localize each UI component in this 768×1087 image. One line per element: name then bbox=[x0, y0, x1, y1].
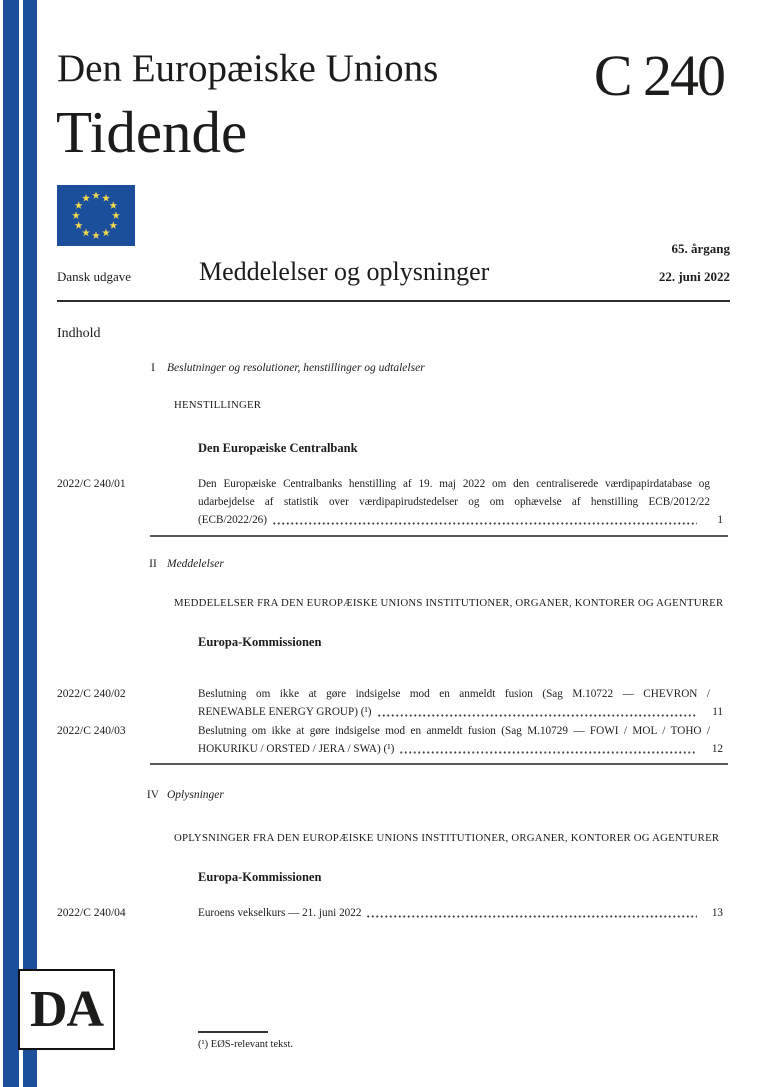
entry-description bbox=[198, 475, 730, 529]
org-heading: Den Europæiske Centralbank bbox=[198, 441, 358, 455]
contents-label: Indhold bbox=[57, 326, 101, 341]
org-heading: Europa-Kommissionen bbox=[198, 635, 322, 649]
issue-date: 22. juni 2022 bbox=[658, 269, 730, 284]
journal-title-line1: Den Europæiske Unions bbox=[57, 47, 439, 90]
language-code-box bbox=[18, 969, 115, 1050]
entry-text-line: HOKURIKU / ORSTED / JERA / SWA) (¹) bbox=[198, 743, 395, 755]
header-rule bbox=[57, 300, 730, 302]
section-title: Beslutninger og resolutioner, henstillinger og udtalelser bbox=[167, 362, 425, 374]
section-title: Oplysninger bbox=[167, 789, 224, 801]
dot-leader bbox=[399, 740, 697, 758]
edition-label: Dansk udgave bbox=[57, 269, 132, 284]
entry-page-number: 12 bbox=[711, 743, 723, 755]
footnote-text: EØS-relevant tekst. bbox=[210, 1039, 294, 1050]
entry-last-line bbox=[198, 740, 730, 758]
entry-last-line bbox=[198, 904, 730, 922]
entry-ref: 2022/C 240/02 bbox=[57, 688, 126, 700]
section-numeral: II bbox=[149, 558, 157, 570]
entry-text-line: Den Europæiske Centralbanks henstilling af 19. maj 2022 om den centraliserede værdipapirdatabase og bbox=[198, 478, 710, 490]
subsection-heading: MEDDELELSER FRA DEN EUROPÆISKE UNIONS INSTITUTIONER, ORGANER, KONTORER OG AGENTURER bbox=[174, 597, 724, 609]
subsection-heading: HENSTILLINGER bbox=[174, 399, 262, 411]
entry-ref: 2022/C 240/04 bbox=[57, 907, 126, 919]
entry-last-line bbox=[198, 511, 730, 529]
entry-text-line: (ECB/2022/26) bbox=[198, 514, 267, 526]
section-row-2 bbox=[0, 558, 730, 576]
footnote-marker: (¹) bbox=[198, 1039, 209, 1050]
dot-leader bbox=[272, 511, 697, 529]
section-title: Meddelelser bbox=[167, 558, 224, 570]
entry-description bbox=[198, 685, 730, 721]
entry-text-line: Beslutning om ikke at gøre indsigelse mod en anmeldt fusion (Sag M.10729 — FOWI / MOL / TOHO / bbox=[198, 725, 710, 737]
section-divider bbox=[150, 535, 728, 537]
entry-text-line: Beslutning om ikke at gøre indsigelse mod en anmeldt fusion (Sag M.10722 — CHEVRON / bbox=[198, 688, 710, 700]
footnote bbox=[198, 1039, 293, 1050]
left-accent-bar-inner bbox=[23, 0, 37, 1087]
entry-ref: 2022/C 240/03 bbox=[57, 725, 126, 737]
journal-title-line2: Tidende bbox=[56, 99, 248, 165]
entry-page-number: 1 bbox=[717, 514, 723, 526]
journal-subtitle: Meddelelser og oplysninger bbox=[199, 257, 490, 286]
volume-label: 65. årgang bbox=[671, 241, 730, 256]
section-row-1 bbox=[0, 362, 730, 380]
entry-page-number: 11 bbox=[712, 706, 723, 718]
entry-text-line: Euroens vekselkurs — 21. juni 2022 bbox=[198, 907, 362, 919]
footnote-rule bbox=[198, 1031, 268, 1033]
dot-leader bbox=[366, 904, 697, 922]
entry-text-line: udarbejdelse af statistik over værdipapirudstedelser og om ophævelse af henstilling ECB/2012/22 bbox=[198, 496, 710, 508]
entry-text-line: RENEWABLE ENERGY GROUP) (¹) bbox=[198, 706, 372, 718]
eu-flag-icon bbox=[57, 185, 135, 246]
issue-number: C 240 bbox=[593, 43, 724, 108]
section-row-4 bbox=[0, 789, 730, 807]
entry-last-line bbox=[198, 703, 730, 721]
entry-page-number: 13 bbox=[711, 907, 723, 919]
entry-description bbox=[198, 904, 730, 922]
dot-leader bbox=[377, 703, 697, 721]
section-numeral: IV bbox=[146, 789, 160, 801]
entry-ref: 2022/C 240/01 bbox=[57, 478, 126, 490]
language-code: DA bbox=[29, 980, 104, 1038]
subsection-heading: OPLYSNINGER FRA DEN EUROPÆISKE UNIONS INSTITUTIONER, ORGANER, KONTORER OG AGENTURER bbox=[174, 832, 720, 844]
section-numeral: I bbox=[151, 362, 155, 374]
left-accent-bar-outer bbox=[3, 0, 19, 1087]
section-divider bbox=[150, 763, 728, 765]
entry-description bbox=[198, 722, 730, 758]
org-heading: Europa-Kommissionen bbox=[198, 870, 322, 884]
